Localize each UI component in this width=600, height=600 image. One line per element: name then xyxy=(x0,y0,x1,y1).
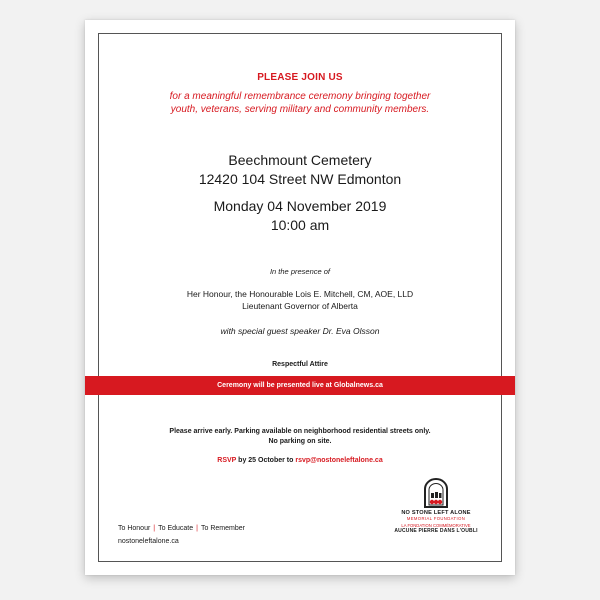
tagline-educate: To Educate xyxy=(158,525,194,532)
parking-line-1: Please arrive early. Parking available on neighborhood residential streets only. xyxy=(169,428,431,435)
website-link[interactable]: nostoneleftalone.ca xyxy=(118,538,179,545)
broadcast-banner: Ceremony will be presented live at Globalnews.ca xyxy=(85,376,515,395)
dignitary-block xyxy=(85,288,515,312)
tagline-separator: | xyxy=(196,525,198,532)
venue-name: Beechmount Cemetery xyxy=(228,152,372,168)
event-time: 10:00 am xyxy=(270,217,330,233)
logo-name-en: NO STONE LEFT ALONE xyxy=(401,510,471,516)
rsvp-email-link[interactable]: rsvp@nostoneleftalone.ca xyxy=(295,457,383,464)
venue-block xyxy=(85,151,515,189)
invitation-heading: PLEASE JOIN US xyxy=(257,72,343,83)
headstone-icon xyxy=(423,478,449,508)
rsvp-deadline: by 25 October to xyxy=(238,457,294,464)
event-datetime xyxy=(85,197,515,235)
intro-line-2: youth, veterans, serving military and community members. xyxy=(170,104,430,115)
rsvp-label: RSVP xyxy=(217,457,237,464)
dignitary-title: Lieutenant Governor of Alberta xyxy=(242,301,358,311)
footer-tagline xyxy=(118,525,245,532)
tagline-separator: | xyxy=(153,525,156,532)
invitation-card xyxy=(85,20,515,575)
attire-note: Respectful Attire xyxy=(272,361,328,368)
logo-subtitle-en: MEMORIAL FOUNDATION xyxy=(406,516,466,521)
invitation-intro xyxy=(85,90,515,116)
foundation-logo xyxy=(381,478,491,552)
parking-line-2: No parking on site. xyxy=(268,438,332,445)
rsvp-line xyxy=(85,457,515,464)
tagline-remember: To Remember xyxy=(200,525,245,532)
guest-speaker: with special guest speaker Dr. Eva Olsson xyxy=(220,326,380,336)
dignitary-name: Her Honour, the Honourable Lois E. Mitchell, CM, AOE, LLD xyxy=(186,289,414,299)
parking-info xyxy=(85,427,515,447)
venue-address: 12420 104 Street NW Edmonton xyxy=(198,171,402,187)
presence-label: In the presence of xyxy=(269,267,331,276)
event-date: Monday 04 November 2019 xyxy=(213,198,387,214)
logo-subtitle-fr: LA FONDATION COMMÉMORATIVE xyxy=(401,523,471,528)
logo-name-fr: AUCUNE PIERRE DANS L'OUBLI xyxy=(394,528,478,534)
intro-line-1: for a meaningful remembrance ceremony bringing together xyxy=(169,91,431,102)
tagline-honour: To Honour xyxy=(118,525,151,532)
